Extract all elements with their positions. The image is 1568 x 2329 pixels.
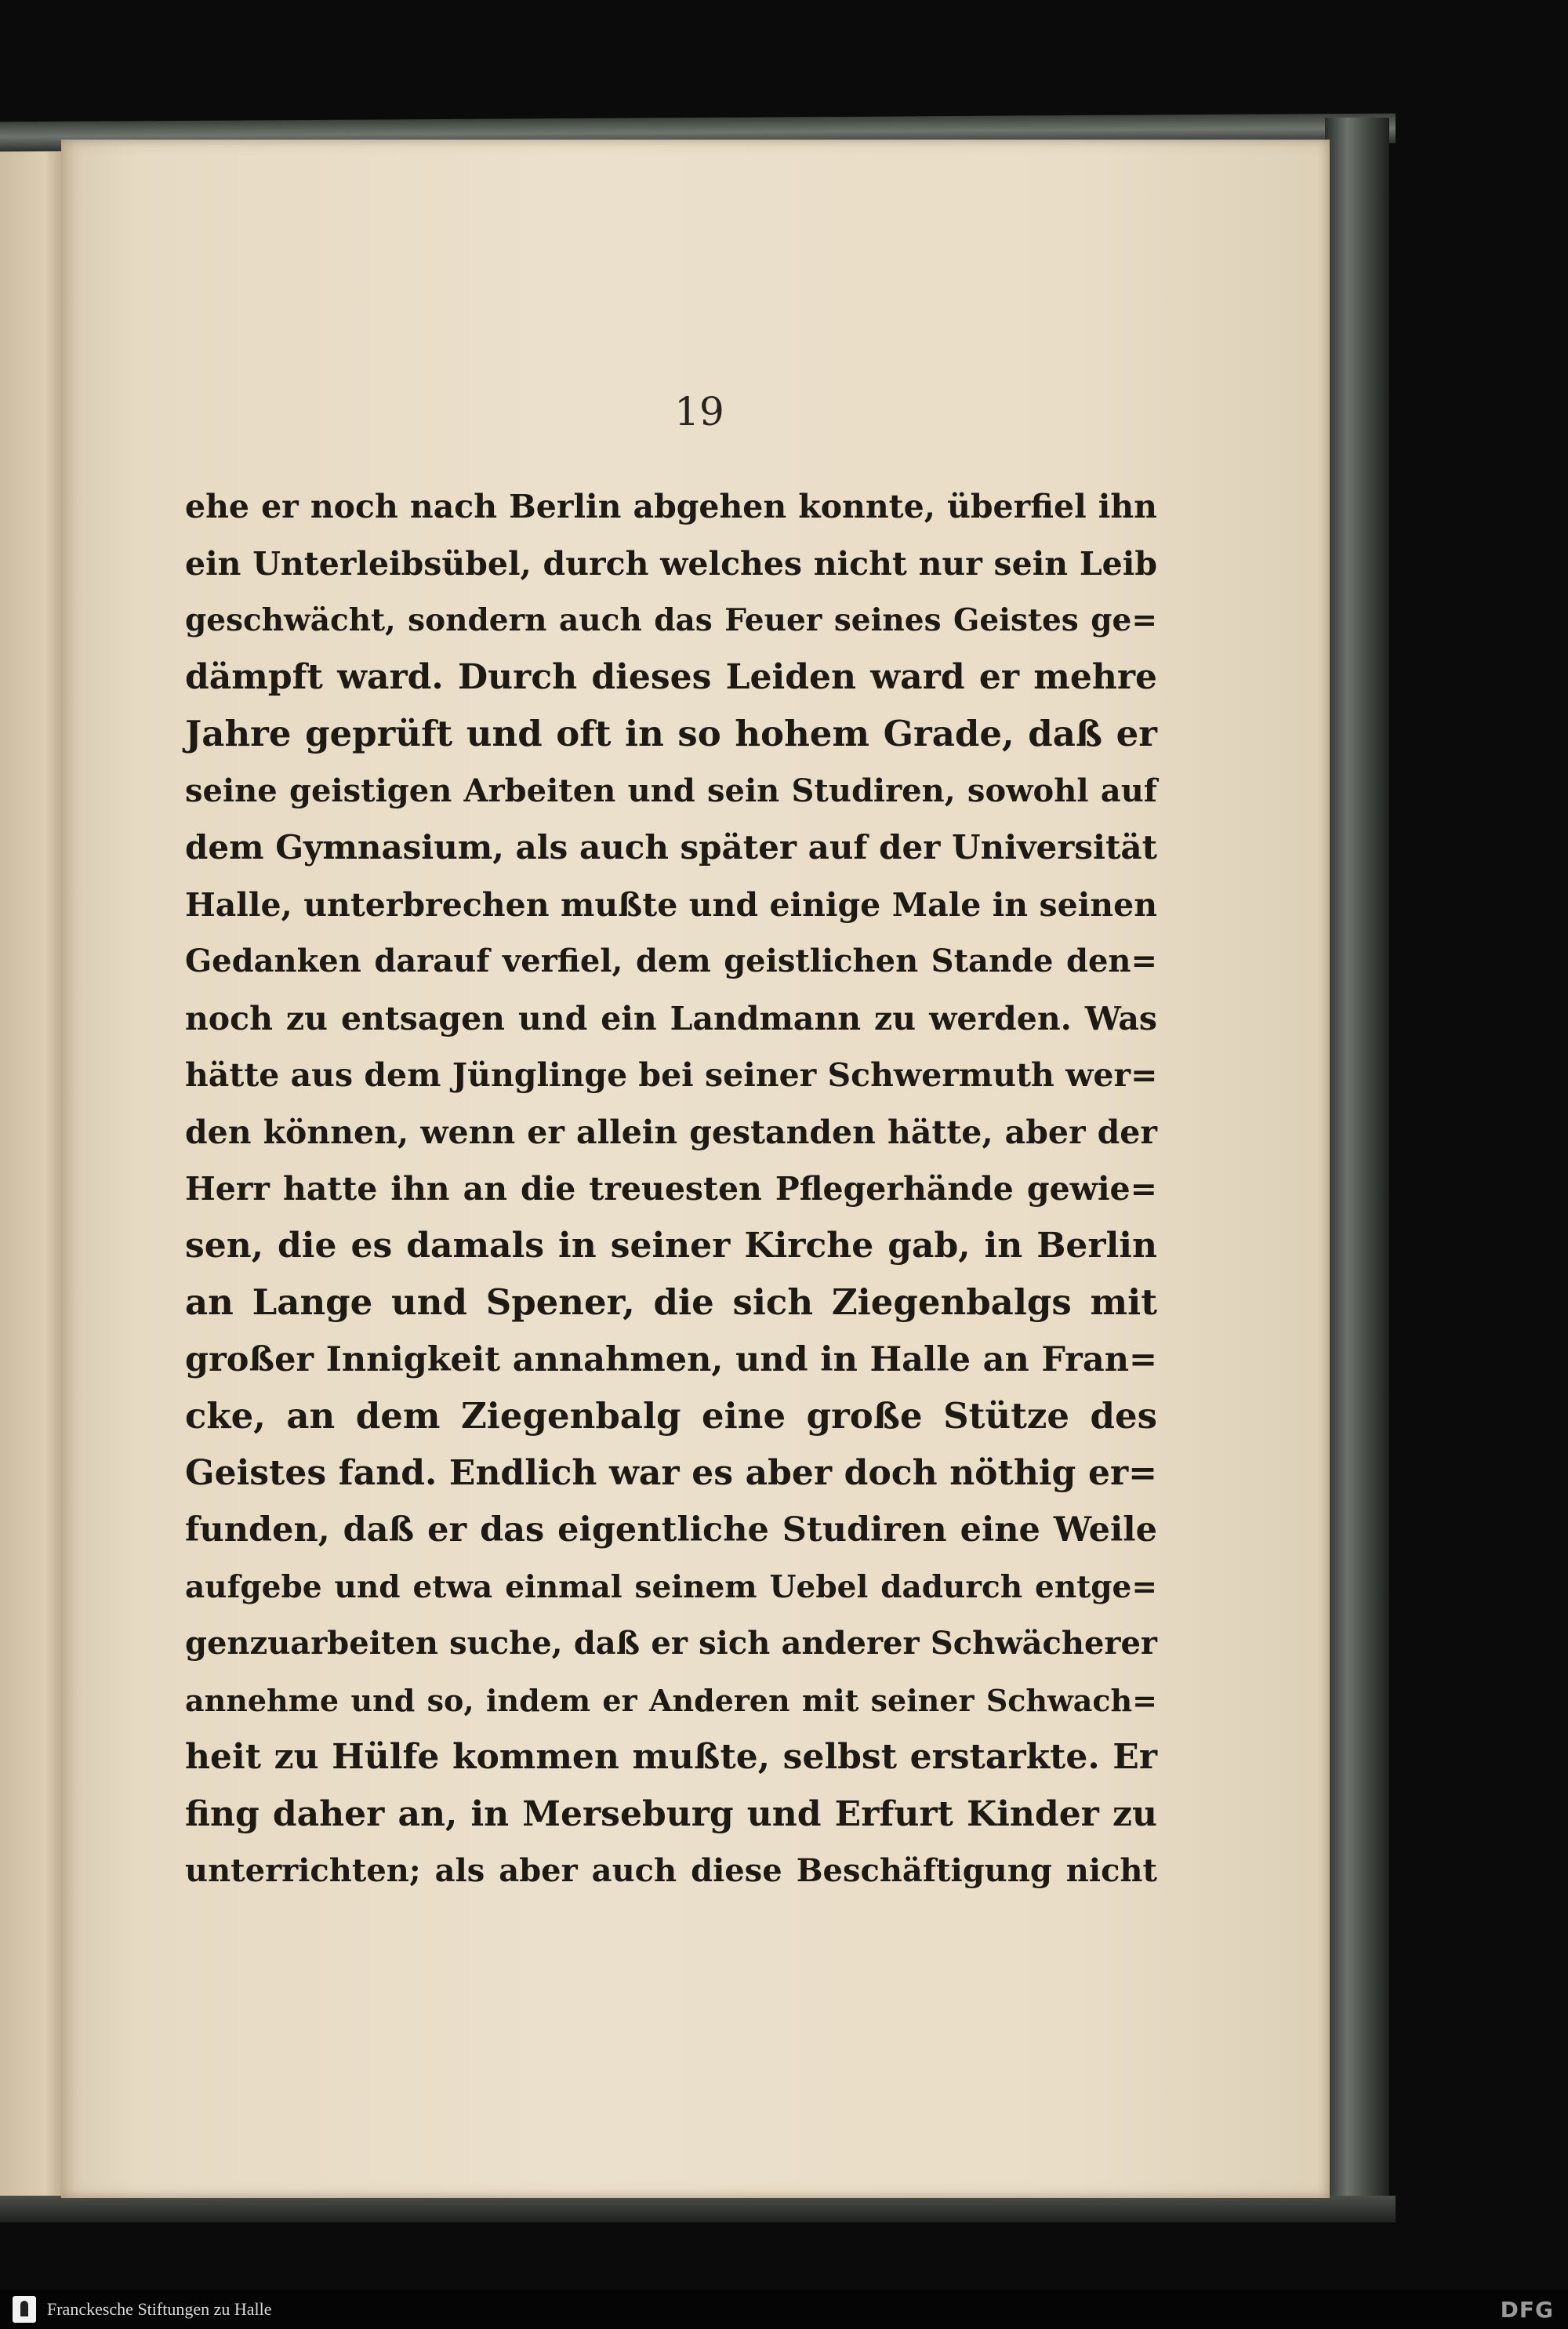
page-text-block (185, 478, 1157, 1900)
institution-name: Franckesche Stiftungen zu Halle (47, 2299, 272, 2319)
text-line: genzuarbeiten suche, daß er sich anderer Schwächerer (185, 1625, 1157, 1662)
book-cover-right-edge (1325, 118, 1389, 2219)
text-line: Halle, unterbrechen mußte und einige Male in seinen (185, 885, 1157, 924)
text-line: sen, die es damals in seiner Kirche gab, in Berlin (185, 1225, 1157, 1266)
text-line: den können, wenn er allein gestanden hätte, aber der (185, 1113, 1157, 1151)
text-line: geschwächt, sondern auch das Feuer seines Geistes ge= (185, 602, 1157, 638)
text-line: noch zu entsagen und ein Landmann zu werden. Was (185, 999, 1157, 1037)
text-line: Jahre geprüft und oft in so hohem Grade, daß er (185, 713, 1157, 754)
text-line: an Lange und Spener, die sich Ziegenbalgs mit (185, 1281, 1157, 1323)
text-line: cke, an dem Ziegenbalg eine große Stütze des (185, 1395, 1157, 1437)
funder-logo: DFG (1500, 2297, 1554, 2323)
book-cover-bottom-edge (0, 2196, 1396, 2222)
page-number: 19 (674, 389, 724, 434)
text-line: aufgebe und etwa einmal seinem Uebel dadurch entge= (185, 1568, 1157, 1605)
text-line: Gedanken darauf verfiel, dem geistlichen Stande den= (185, 943, 1157, 979)
text-line: dem Gymnasium, als auch später auf der Universität (185, 828, 1157, 867)
text-line: heit zu Hülfe kommen mußte, selbst erstarkte. Er (185, 1737, 1157, 1777)
text-line: hätte aus dem Jünglinge bei seiner Schwermuth wer= (185, 1056, 1158, 1094)
text-line: seine geistigen Arbeiten und sein Studiren, sowohl auf (185, 772, 1157, 809)
previous-page-edge (0, 141, 64, 2204)
institution-logo-icon (13, 2296, 36, 2323)
viewer-footer (0, 2290, 1568, 2329)
text-line: funden, daß er das eigentliche Studiren eine Weile (185, 1510, 1157, 1550)
text-line: großer Innigkeit annahmen, und in Halle an Fran= (185, 1339, 1157, 1379)
text-line: fing daher an, in Merseburg und Erfurt Kinder zu (185, 1793, 1157, 1834)
text-line: dämpft ward. Durch dieses Leiden ward er mehre (185, 656, 1157, 697)
text-line: Geistes fand. Endlich war es aber doch nöthig er= (185, 1452, 1157, 1493)
text-line: ein Unterleibsübel, durch welches nicht nur sein Leib (185, 544, 1157, 583)
text-line: unterrichten; als aber auch diese Beschäftigung nicht (185, 1852, 1157, 1889)
text-line: Herr hatte ihn an die treuesten Pflegerhände gewie= (185, 1170, 1157, 1208)
text-line: ehe er noch nach Berlin abgehen konnte, überfiel ihn (185, 488, 1157, 525)
text-line: annehme und so, indem er Anderen mit seiner Schwach= (185, 1682, 1157, 1718)
